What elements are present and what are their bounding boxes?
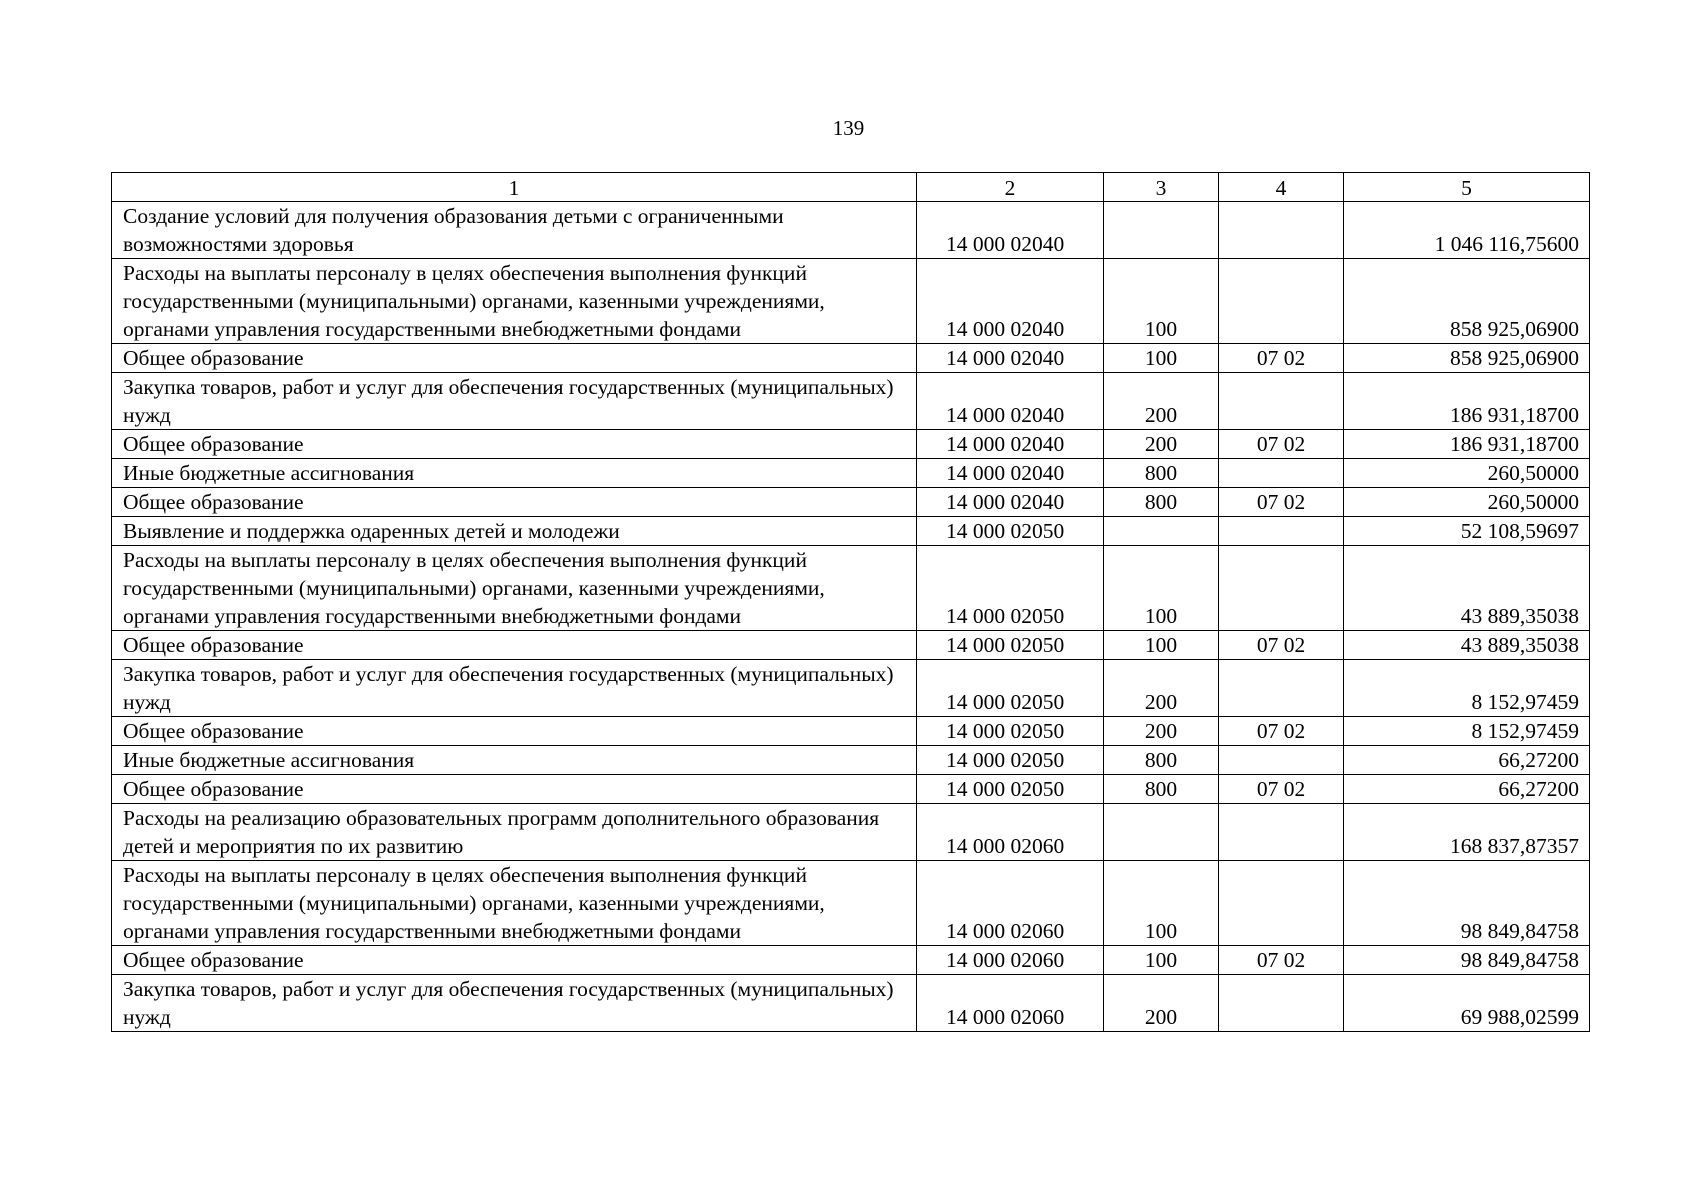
row-type: 800 [1104,459,1219,488]
table-row [112,804,1590,861]
row-type: 100 [1104,259,1219,344]
row-type: 100 [1104,344,1219,373]
row-name: Закупка товаров, работ и услуг для обеспечения государственных (муниципальных) нужд [112,975,917,1032]
row-amount: 858 925,06900 [1344,344,1590,373]
table-row [112,259,1590,344]
row-section: 07 02 [1219,946,1344,975]
row-amount: 52 108,59697 [1344,517,1590,546]
row-name: Расходы на выплаты персоналу в целях обеспечения выполнения функций государственными (муниципальными) органами, казенными учреждениями, органами управления государственными внебюджетными фондами [112,861,917,946]
row-code: 14 000 02050 [917,660,1104,717]
row-section [1219,517,1344,546]
row-amount: 43 889,35038 [1344,546,1590,631]
row-section [1219,259,1344,344]
row-amount: 260,50000 [1344,459,1590,488]
row-code: 14 000 02050 [917,631,1104,660]
row-amount: 8 152,97459 [1344,717,1590,746]
row-section: 07 02 [1219,717,1344,746]
row-type: 100 [1104,946,1219,975]
header-row [112,173,1590,202]
row-amount: 858 925,06900 [1344,259,1590,344]
row-section [1219,746,1344,775]
table-row [112,746,1590,775]
header-col-3: 3 [1104,173,1219,202]
table-row [112,430,1590,459]
row-section [1219,861,1344,946]
row-amount: 43 889,35038 [1344,631,1590,660]
row-type: 100 [1104,546,1219,631]
table-row [112,373,1590,430]
row-type [1104,804,1219,861]
row-amount: 66,27200 [1344,746,1590,775]
row-name: Общее образование [112,430,917,459]
row-code: 14 000 02060 [917,861,1104,946]
row-amount: 260,50000 [1344,488,1590,517]
row-code: 14 000 02050 [917,746,1104,775]
row-type: 100 [1104,861,1219,946]
row-amount: 168 837,87357 [1344,804,1590,861]
row-section [1219,202,1344,259]
row-name: Иные бюджетные ассигнования [112,459,917,488]
row-type: 200 [1104,660,1219,717]
row-amount: 8 152,97459 [1344,660,1590,717]
row-section: 07 02 [1219,775,1344,804]
row-type: 800 [1104,488,1219,517]
table-row [112,631,1590,660]
row-code: 14 000 02050 [917,546,1104,631]
row-type: 800 [1104,746,1219,775]
row-amount: 1 046 116,75600 [1344,202,1590,259]
table-row [112,488,1590,517]
row-name: Выявление и поддержка одаренных детей и молодежи [112,517,917,546]
row-code: 14 000 02040 [917,259,1104,344]
table-row [112,946,1590,975]
row-amount: 69 988,02599 [1344,975,1590,1032]
row-section: 07 02 [1219,488,1344,517]
table-row [112,975,1590,1032]
row-section [1219,660,1344,717]
row-name: Общее образование [112,717,917,746]
row-code: 14 000 02050 [917,775,1104,804]
row-name: Общее образование [112,488,917,517]
table-row [112,775,1590,804]
table-row [112,517,1590,546]
row-type: 100 [1104,631,1219,660]
row-code: 14 000 02040 [917,202,1104,259]
row-name: Расходы на выплаты персоналу в целях обеспечения выполнения функций государственными (муниципальными) органами, казенными учреждениями, органами управления государственными внебюджетными фондами [112,259,917,344]
row-type: 200 [1104,975,1219,1032]
row-name: Иные бюджетные ассигнования [112,746,917,775]
row-name: Закупка товаров, работ и услуг для обеспечения государственных (муниципальных) нужд [112,373,917,430]
row-name: Общее образование [112,344,917,373]
row-code: 14 000 02040 [917,344,1104,373]
row-type: 200 [1104,373,1219,430]
row-type [1104,202,1219,259]
row-name: Расходы на реализацию образовательных программ дополнительного образования детей и мероприятия по их развитию [112,804,917,861]
table-row [112,459,1590,488]
row-code: 14 000 02060 [917,975,1104,1032]
row-name: Общее образование [112,631,917,660]
row-name: Общее образование [112,946,917,975]
budget-table [111,172,1590,1032]
row-amount: 98 849,84758 [1344,946,1590,975]
header-col-5: 5 [1344,173,1590,202]
table-row [112,660,1590,717]
row-section: 07 02 [1219,430,1344,459]
row-amount: 66,27200 [1344,775,1590,804]
row-type: 200 [1104,717,1219,746]
row-section [1219,804,1344,861]
row-code: 14 000 02040 [917,430,1104,459]
row-type: 200 [1104,430,1219,459]
table-row [112,546,1590,631]
header-col-1: 1 [112,173,917,202]
row-code: 14 000 02050 [917,517,1104,546]
row-name: Расходы на выплаты персоналу в целях обеспечения выполнения функций государственными (муниципальными) органами, казенными учреждениями, органами управления государственными внебюджетными фондами [112,546,917,631]
header-col-4: 4 [1219,173,1344,202]
row-code: 14 000 02060 [917,804,1104,861]
table-row [112,861,1590,946]
row-code: 14 000 02060 [917,946,1104,975]
table-row [112,202,1590,259]
row-amount: 98 849,84758 [1344,861,1590,946]
table-row [112,717,1590,746]
table-body [112,202,1590,1032]
page-number: 139 [832,116,865,140]
row-section [1219,373,1344,430]
row-amount: 186 931,18700 [1344,430,1590,459]
row-code: 14 000 02040 [917,459,1104,488]
row-name: Создание условий для получения образования детьми с ограниченными возможностями здоровья [112,202,917,259]
row-code: 14 000 02050 [917,717,1104,746]
row-name: Общее образование [112,775,917,804]
row-section: 07 02 [1219,344,1344,373]
row-amount: 186 931,18700 [1344,373,1590,430]
row-name: Закупка товаров, работ и услуг для обеспечения государственных (муниципальных) нужд [112,660,917,717]
header-col-2: 2 [917,173,1104,202]
row-type [1104,517,1219,546]
row-section [1219,546,1344,631]
row-type: 800 [1104,775,1219,804]
table-row [112,344,1590,373]
row-section [1219,975,1344,1032]
table-header [112,173,1590,202]
row-section: 07 02 [1219,631,1344,660]
row-code: 14 000 02040 [917,488,1104,517]
row-section [1219,459,1344,488]
row-code: 14 000 02040 [917,373,1104,430]
